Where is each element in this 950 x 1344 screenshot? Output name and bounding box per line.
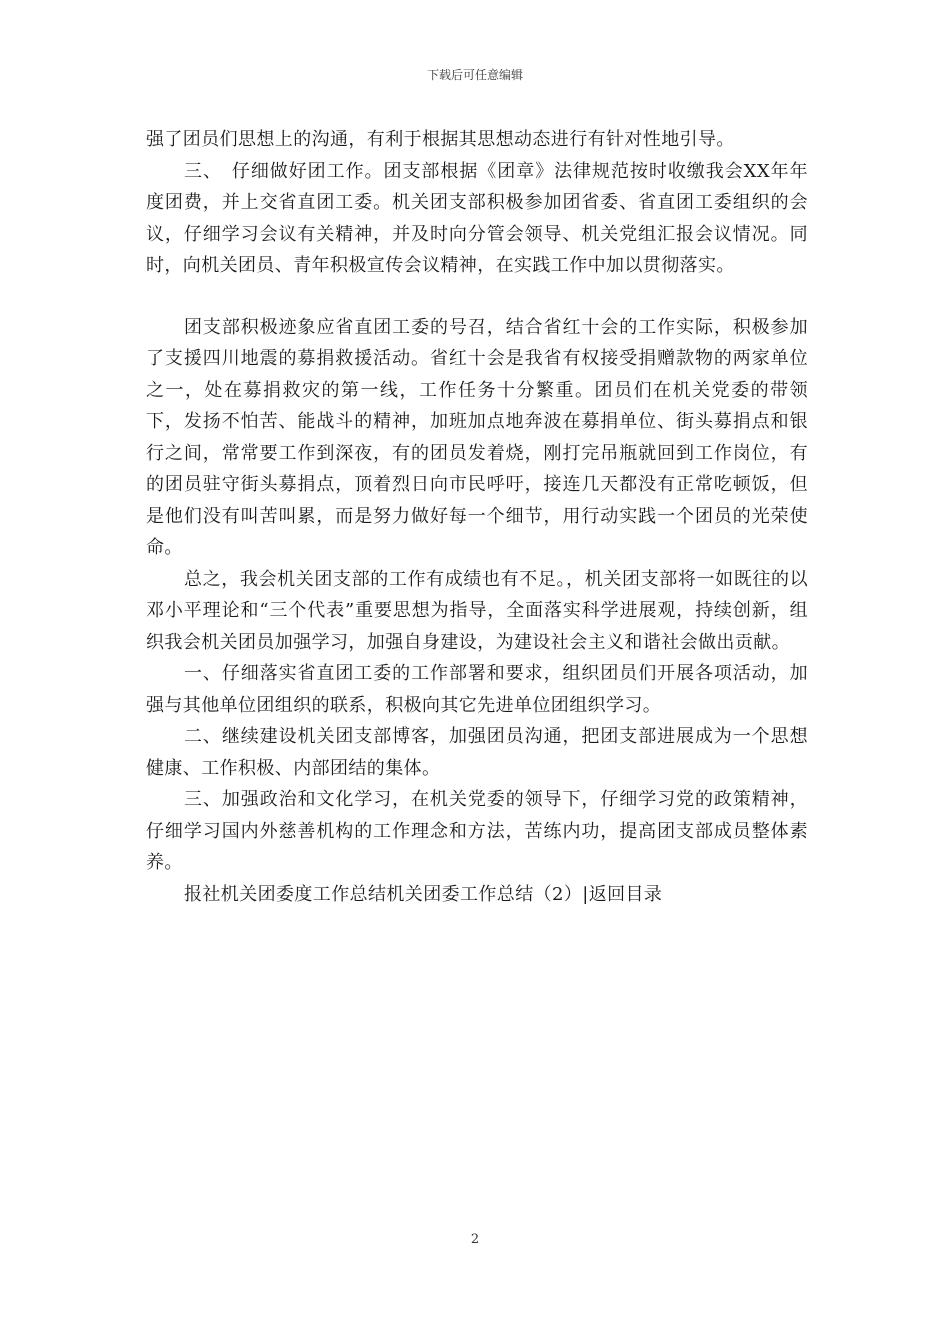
paragraph-gap (146, 282, 808, 312)
paragraph-continuation: 强了团员们思想上的沟通，有利于根据其思想动态进行有针对性地引导。 (146, 129, 735, 150)
page-header: 下载后可任意编辑 (426, 68, 523, 82)
paragraph-plan-two: 二、继续建设机关团支部博客，加强团员沟通，把团支部进展成为一个思想健康、工作积极、内部团结的集体。 (146, 726, 808, 779)
paragraph-summary: 总之，我会机关团支部的工作有成绩也有不足。，机关团支部将一如既往的以邓小平理论和“三个代表”重要思想为指导，全面落实科学进展观，持续创新，组织我会机关团员加强学习，加强自身建设，为建设社会主义和谐社会做出贡献。 (146, 568, 808, 653)
page-number: 2 (470, 1232, 480, 1247)
paragraph-earthquake-relief: 团支部积极迹象应省直团工委的号召，结合省红十会的工作实际，积极参加了支援四川地震的募捐救援活动。省红十会是我省有权接受捐赠款物的两家单位之一，处在募捐救灾的第一线，工作任务十分繁重。团员们在机关党委的带领下，发扬不怕苦、能战斗的精神，加班加点地奔波在募捐单位、街头募捐点和银行之间，常常要工作到深夜，有的团员发着烧，刚打完吊瓶就回到工作岗位，有的团员驻守街头募捐点，顶着烈日向市民呼吁，接连几天都没有正常吃顿饭，但是他们没有叫苦叫累，而是努力做好每一个细节，用行动实践一个团员的光荣使命。 (146, 316, 808, 558)
paragraph-plan-three: 三、加强政治和文化学习，在机关党委的领导下，仔细学习党的政策精神，仔细学习国内外慈善机构的工作理念和方法，苦练内功，提高团支部成员整体素养。 (146, 789, 808, 873)
paragraph-section-three: 三、 仔细做好团工作。团支部根据《团章》法律规范按时收缴我会XX年年度团费，并上交省直团工委。机关团支部积极参加团省委、省直团工委组织的会议，仔细学习会议有关精神，并及时向分管会领导、机关党组汇报会议情况。同时，向机关团员、青年积极宣传会议精神，在实践工作中加以贯彻落实。 (146, 160, 808, 276)
document-body (146, 124, 808, 910)
related-article-link-line[interactable]: 报社机关团委度工作总结机关团委工作总结（2）|返回目录 (184, 883, 663, 905)
paragraph-plan-one: 一、仔细落实省直团工委的工作部署和要求，组织团员们开展各项活动，加强与其他单位团组织的联系，积极向其它先进单位团组织学习。 (146, 663, 808, 716)
